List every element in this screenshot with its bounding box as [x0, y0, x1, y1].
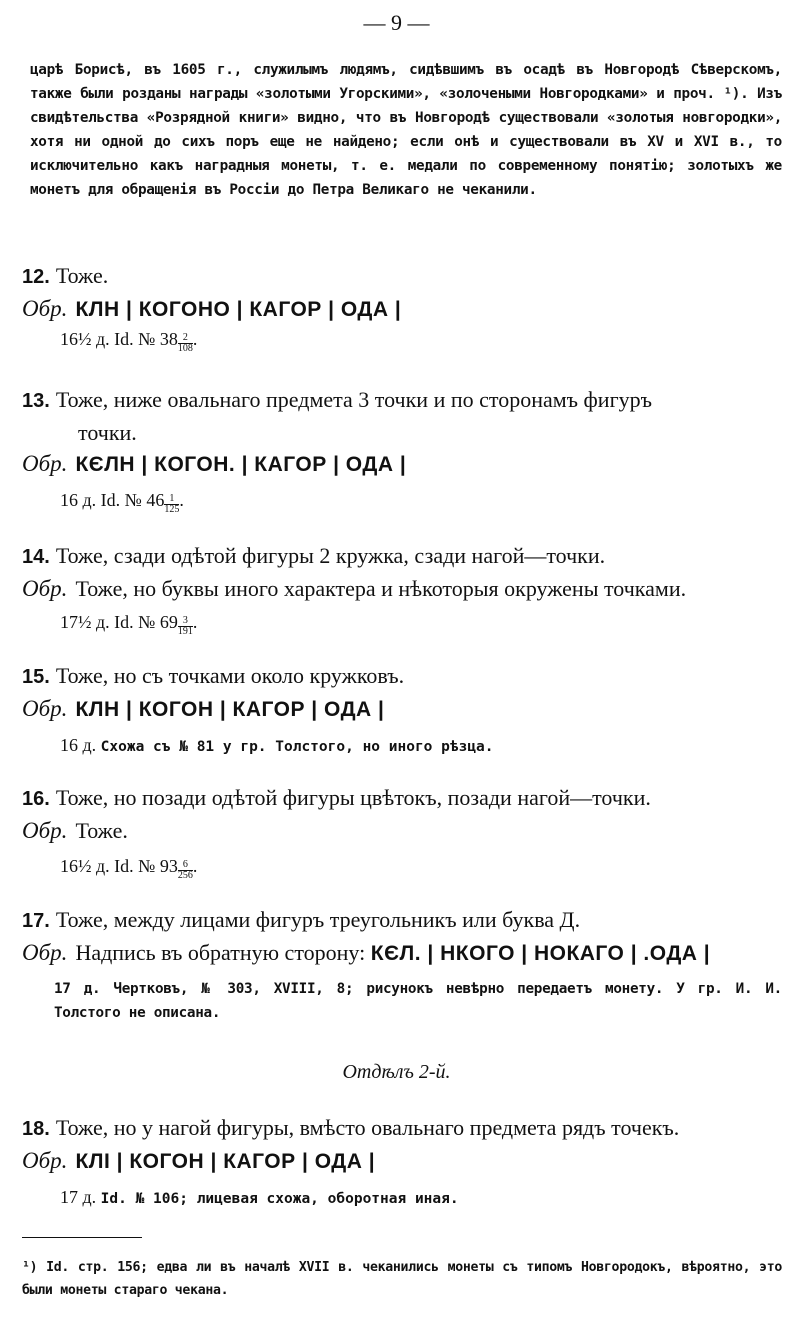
weight: 16 д. [60, 735, 97, 755]
entry-16: 16. Тоже, но позади одѣтой фигуры цвѣтокъ, позади нагой—точки. Обр. Тоже. 16½ д. Id. № 93 $\frac{6}{256}$ . [22, 785, 651, 881]
entry-note: 17 д. Чертковъ, № 303, XVIII, 8; рисунокъ невѣрно передаетъ монету. У гр. И. И. Толстого не описана. [54, 981, 782, 1021]
reference: Схожа съ № 81 у гр. Толстого, но иного рѣзца. [100, 739, 494, 755]
coin-legend: КЛІ | КОГОН | КАГОР | ОДА | [75, 1150, 376, 1173]
fraction: $\frac{2}{108}$ [177, 332, 193, 354]
fraction: $\frac{6}{256}$ [177, 859, 193, 881]
entry-number: 17. [22, 910, 50, 932]
coin-legend: КЄЛ. | НКОГО | НОКАГО | .ОДА | [370, 942, 711, 965]
entry-description: Тоже, но у нагой фигуры, вмѣсто овальнаго предмета рядъ точекъ. [55, 1115, 680, 1140]
weight: 16 д. [60, 490, 97, 510]
page-number: — 9 — [363, 10, 430, 35]
fraction: $\frac{1}{125}$ [164, 493, 180, 515]
obverse-label: Обр. [22, 576, 68, 601]
obverse-label: Обр. [22, 1148, 68, 1173]
coin-legend: КЄЛН | КОГОН. | КАГОР | ОДА | [75, 453, 407, 476]
entry-number: 18. [22, 1118, 50, 1140]
coin-legend: КЛН | КОГОН | КАГОР | ОДА | [75, 698, 385, 721]
reference: Id. № 38 [114, 329, 178, 349]
obverse-label: Обр. [22, 818, 68, 843]
entry-description: Тоже, сзади одѣтой фигуры 2 кружка, сзади нагой—точки. [55, 543, 606, 568]
weight: 17 д. [60, 1187, 97, 1207]
entry-number: 13. [22, 390, 50, 412]
entry-15 [22, 660, 782, 761]
entry-13: 13. Тоже, ниже овальнаго предмета 3 точки и по сторонамъ фигуръ точки. Обр. КЄЛН | КОГОН. | КАГОР | ОДА | 16 д. Id. № 46 $\frac{1}{125}$ . [22, 384, 782, 515]
entry-14: 14. Тоже, сзади одѣтой фигуры 2 кружка, сзади нагой—точки. Обр. Тоже, но буквы иного характера и нѣкоторыя окружены точками. 17½ д. Id. № 69 $\frac{3}{191}$ . [22, 543, 687, 637]
section-title: Отдѣлъ 2-й. [342, 1061, 451, 1083]
fraction: $\frac{3}{191}$ [177, 615, 193, 637]
entry-description: Тоже, но позади одѣтой фигуры цвѣтокъ, позади нагой—точки. [55, 785, 651, 810]
entry-18 [22, 1112, 782, 1213]
footnote-rule [22, 1237, 142, 1238]
entry-12: 12. Тоже. Обр. КЛН | КОГОНО | КАГОР | ОДА | 16½ д. Id. № 38 $\frac{2}{108}$ . [22, 263, 402, 354]
reference: Id. № 69 [114, 612, 178, 632]
reference: Id. № 106; лицевая схожа, оборотная иная. [100, 1191, 459, 1207]
obverse-label: Обр. [22, 451, 68, 476]
coin-legend: КЛН | КОГОНО | КАГОР | ОДА | [75, 298, 402, 321]
obverse-text: Тоже, но буквы иного характера и нѣкоторыя окружены точками. [75, 576, 687, 601]
weight: 16½ д. [60, 329, 110, 349]
entry-17 [22, 904, 782, 1025]
entry-description: Тоже. [55, 263, 109, 288]
intro-paragraph: царѣ Борисѣ, въ 1605 г., служилымъ людямъ, сидѣвшимъ въ осадѣ въ Новгородѣ Сѣверскомъ, также были розданы награды «золотыми Угорскими», «золочеными Новгородками» и проч. ¹). Изъ свидѣтельства «Розрядной книги» видно, что въ Новгородѣ существовали «золотыя новгородки», хотя ни одной до сихъ поръ еще не найдено; если онѣ и существовали въ XV и XVI в., то исключительно какъ наградныя монеты, т. е. медали по современному понятію; золотыхъ же монетъ для обращенія въ Россіи до Петра Великаго не чеканили. [30, 62, 782, 198]
entry-number: 14. [22, 546, 50, 568]
obverse-label: Обр. [22, 940, 68, 965]
entry-number: 12. [22, 266, 50, 288]
obverse-text: Надпись въ обратную сторону: [75, 940, 366, 965]
entry-description: Тоже, но съ точками около кружковъ. [55, 663, 405, 688]
reference: Id. № 46 [100, 490, 165, 510]
footnote: ¹) Id. стр. 156; едва ли въ началѣ XVII в. чеканились монеты съ типомъ Новгородокъ, вѣроятно, это были монеты стараго чекана. [22, 1260, 782, 1298]
weight: 17½ д. [60, 612, 110, 632]
entry-number: 16. [22, 788, 50, 810]
entry-description: Тоже, ниже овальнаго предмета 3 точки и по сторонамъ фигуръ [55, 387, 652, 412]
obverse-text: Тоже. [75, 818, 128, 843]
entry-description-cont: точки. [78, 420, 137, 445]
obverse-label: Обр. [22, 696, 68, 721]
weight: 16½ д. [60, 856, 110, 876]
entry-number: 15. [22, 666, 50, 688]
entry-description: Тоже, между лицами фигуръ треугольникъ или буква Д. [55, 907, 581, 932]
obverse-label: Обр. [22, 296, 68, 321]
reference: Id. № 93 [114, 856, 178, 876]
